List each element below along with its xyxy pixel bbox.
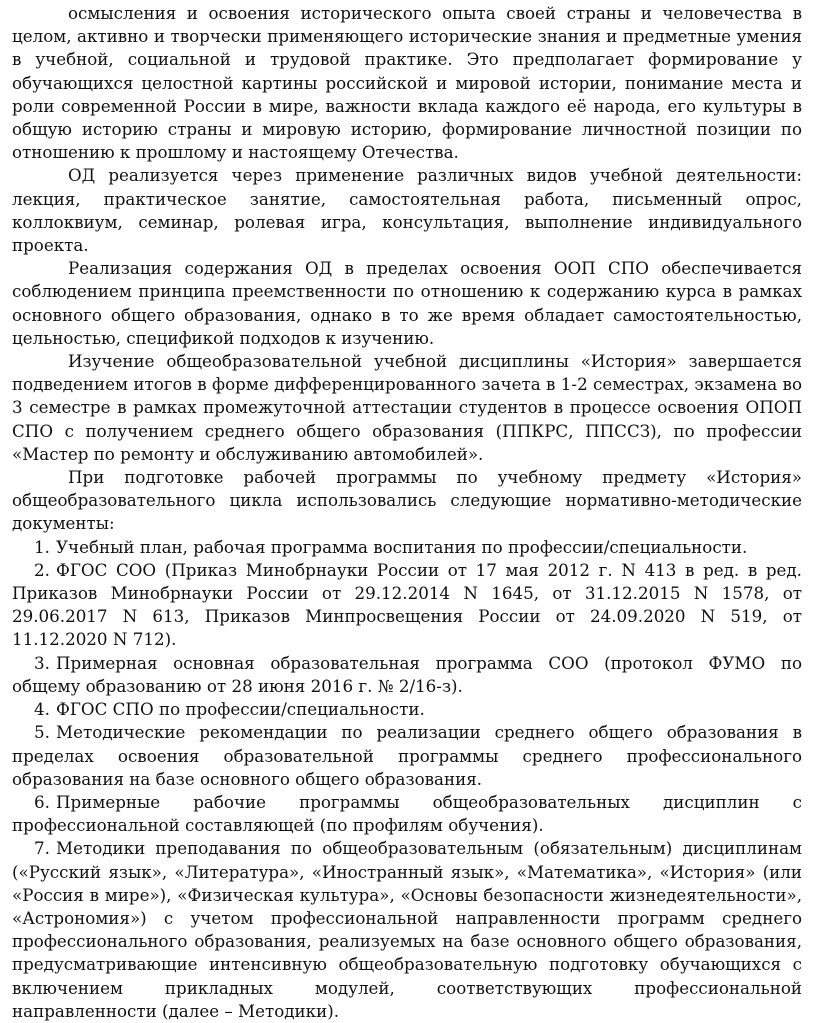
list-item [12,559,802,652]
list-item-text: Методики преподавания по общеобразовательным (обязательным) дисциплинам («Русский язык», «Литература», «Иностранный язык», «Математика», «История» (или «Россия в мире»), «Физическая культура», «Основы безопасности жизнедеятельности», «Астрономия») с учетом профессиональной направленности программ среднего профессионального образования, реализуемых на базе основного общего образования, предусматривающие интенсивную общеобразовательную подготовку обучающихся с включением прикладных модулей, соответствующих профессиональной направленности (далее – Методики). [12,838,802,1021]
list-item-number: 5. [34,722,50,743]
list-item [12,652,802,698]
list-item-text: Методические рекомендации по реализации среднего общего образования в пределах освоения образовательной программы среднего профессионального образования на базе основного общего образования. [12,722,802,789]
list-item [12,698,802,721]
paragraph-assessment: Изучение общеобразовательной учебной дисциплины «История» завершается подведением итогов в форме дифференцированного зачета в 1-2 семестрах, экзамена во 3 семестре в рамках промежуточной аттестации студентов в процессе освоения ОПОП СПО с получением среднего общего образования (ППКРС, ППССЗ), по профессии «Мастер по ремонту и обслуживанию автомобилей». [12,351,802,464]
paragraph-continuation: осмысления и освоения исторического опыта своей страны и человечества в целом, активно и творчески применяющего исторические знания и предметные умения в учебной, социальной и трудовой практике. Это предполагает формирование у обучающихся целостной картины российской и мировой истории, понимание места и роли современной России в мире, важности вклада каждого её народа, его культуры в общую историю страны и мировую историю, формирование личностной позиции по отношению к прошлому и настоящему Отечества. [12,3,802,163]
list-item-number: 6. [34,791,50,812]
list-item-text: Примерная основная образовательная программа СОО (протокол ФУМО по общему образованию от 28 июня 2016 г. № 2/16-з). [12,652,802,696]
list-item-text: ФГОС СПО по профессии/специальности. [56,699,425,720]
list-item-number: 2. [34,559,50,580]
list-item [12,536,802,559]
list-item-number: 4. [34,699,50,720]
list-item [12,791,802,837]
list-item-number: 1. [34,536,50,557]
list-item-number: 7. [34,838,50,859]
paragraph-documents-intro: При подготовке рабочей программы по учебному предмету «История» общеобразовательного цикла использовались следующие нормативно-методические документы: [12,467,802,534]
list-item-text: ФГОС СОО (Приказ Минобрнауки России от 17 мая 2012 г. N 413 в ред. в ред. Приказов Минобрнауки России от 29.12.2014 N 1645, от 31.12.2015 N 1578, от 29.06.2017 N 613, Приказов Минпросвещения России от 24.09.2020 N 519, от 11.12.2020 N 712). [12,559,802,650]
list-item-text: Примерные рабочие программы общеобразовательных дисциплин с профессиональной составляющей (по профилям обучения). [12,791,802,836]
paragraph-activities: ОД реализуется через применение различных видов учебной деятельности: лекция, практическое занятие, самостоятельная работа, письменный опрос, коллоквиум, семинар, ролевая игра, консультация, выполнение индивидуального проекта. [12,165,802,256]
list-item [12,837,802,1023]
list-item [12,721,802,791]
list-item-number: 3. [34,652,50,673]
list-item-text: Учебный план, рабочая программа воспитания по профессии/специальности. [56,536,748,557]
paragraph-implementation: Реализация содержания ОД в пределах освоения ООП СПО обеспечивается соблюдением принципа преемственности по отношению к содержанию курса в рамках основного общего образования, однако в то же время обладает самостоятельностью, цельностью, спецификой подходов к изучению. [12,258,802,348]
